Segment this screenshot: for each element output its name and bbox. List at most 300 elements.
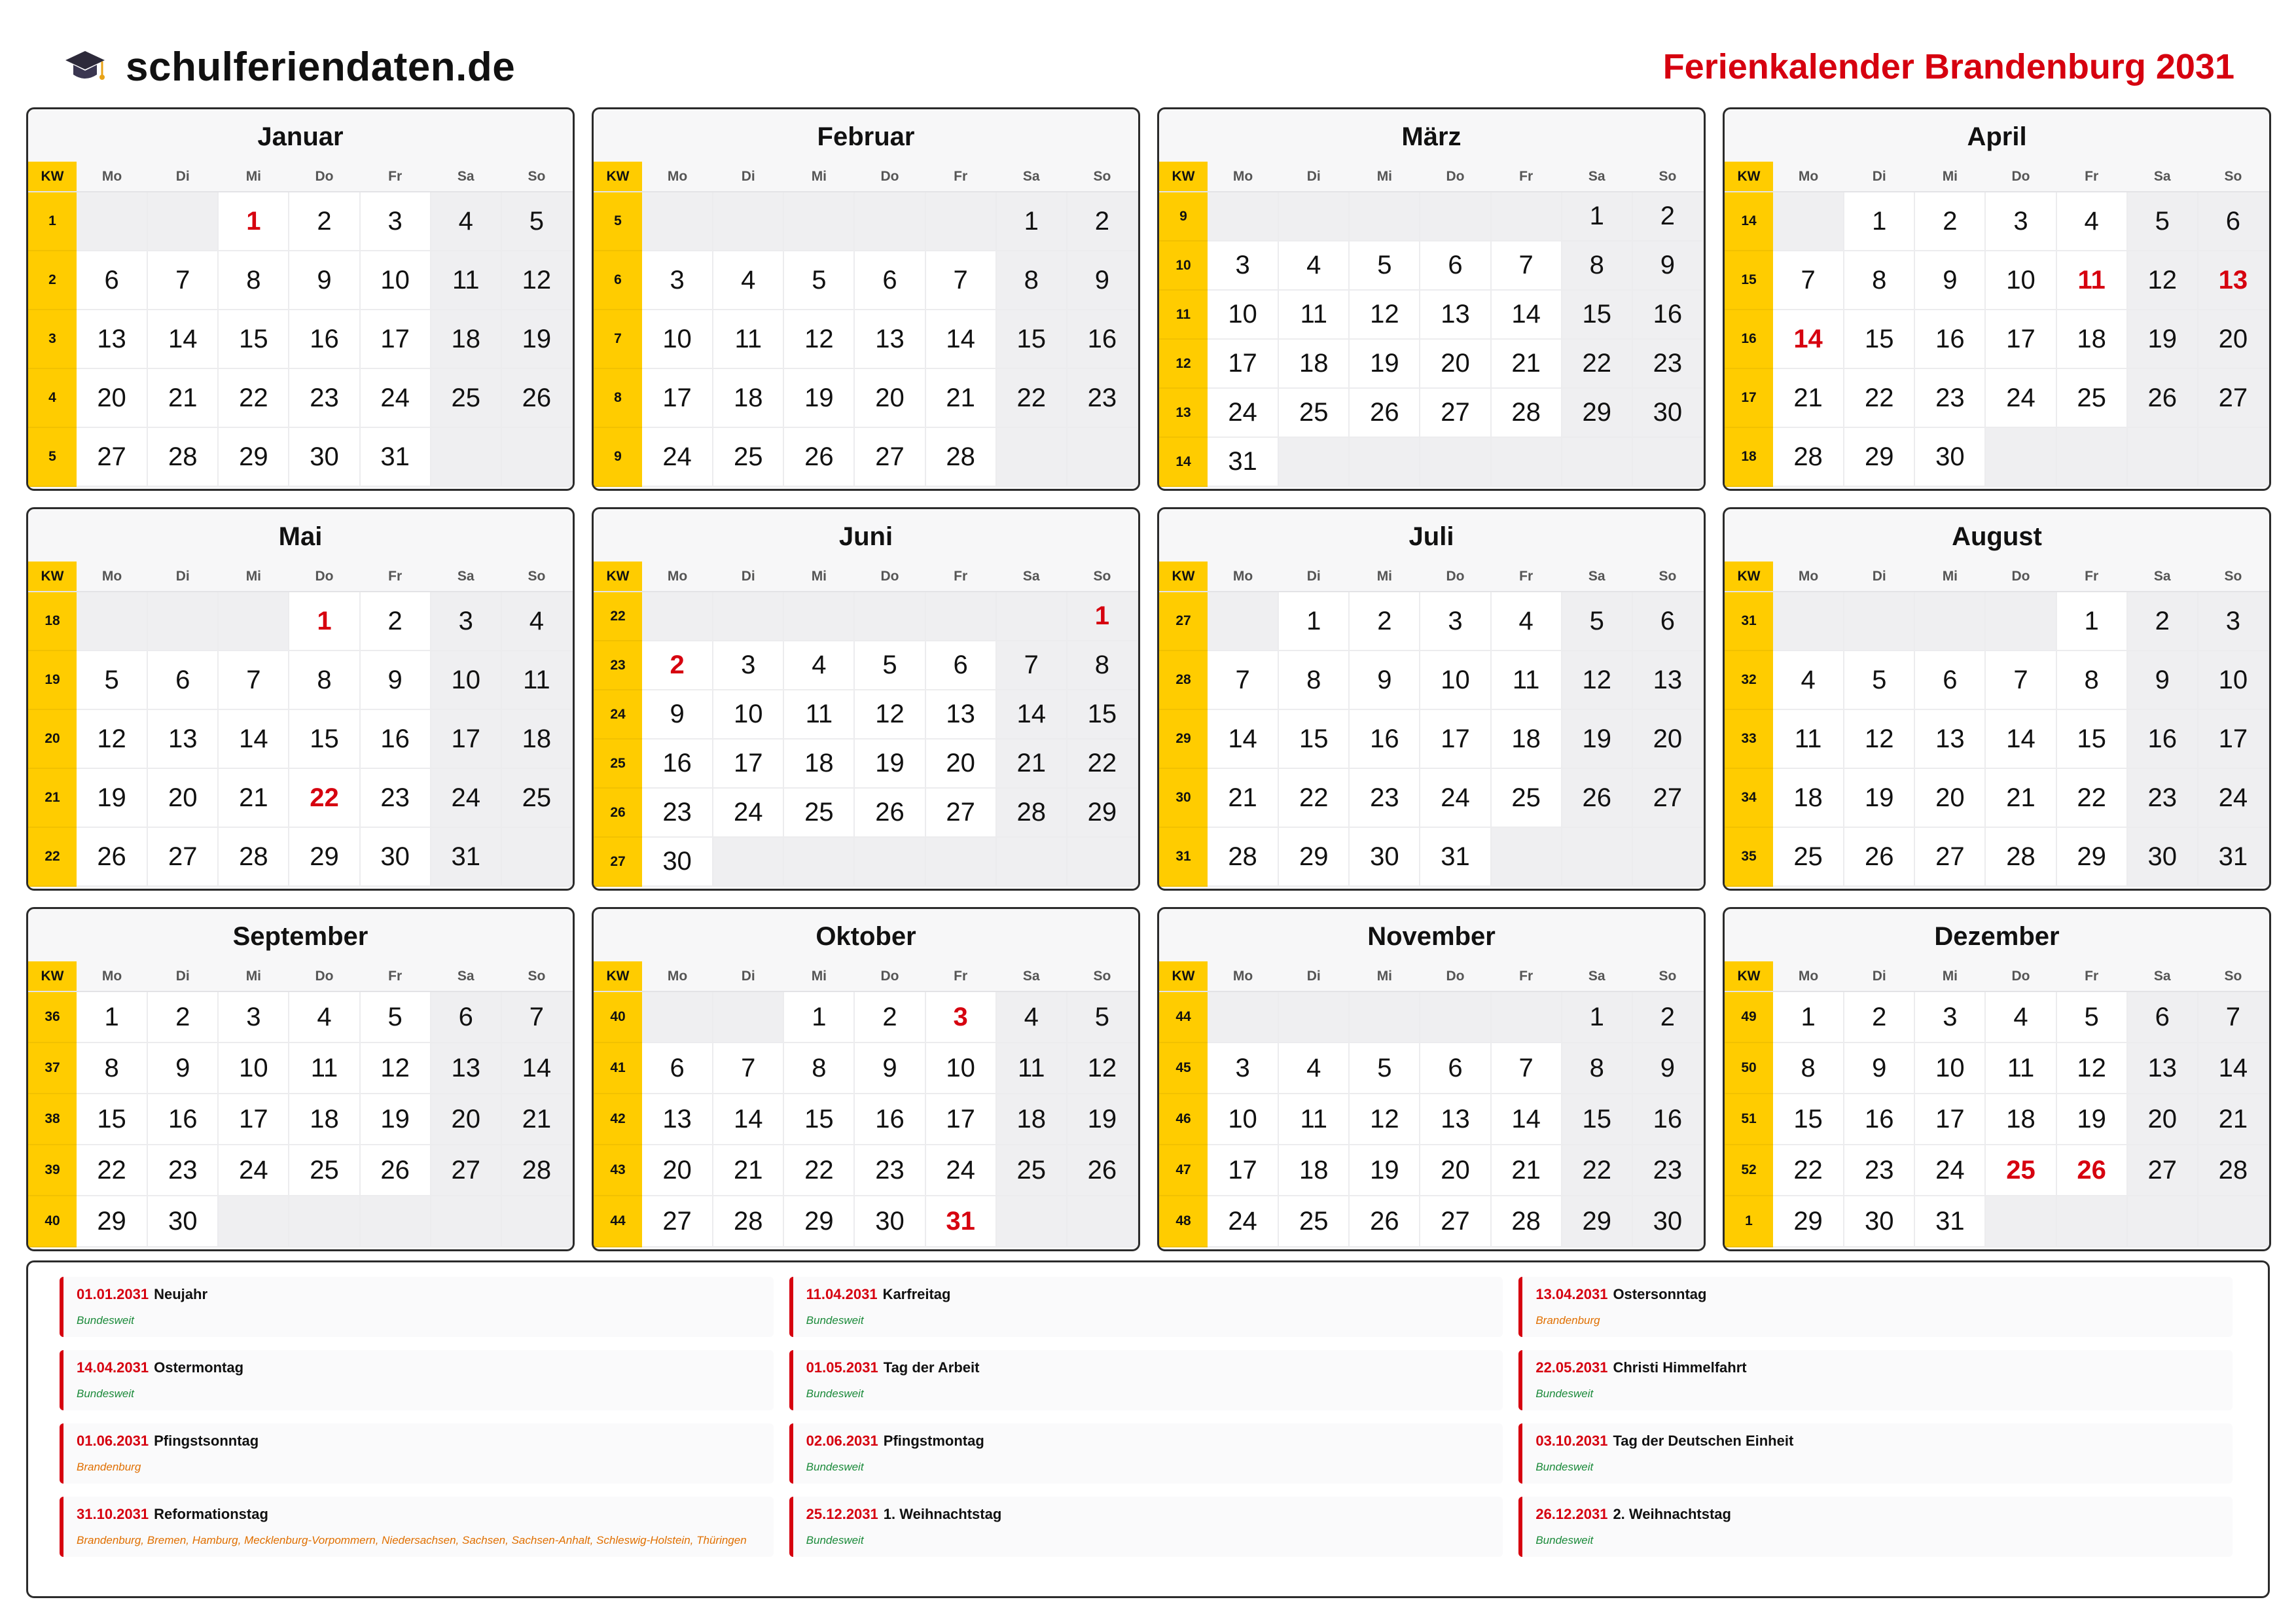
empty-day-cell [642,991,713,1043]
week-row [594,1094,1138,1145]
holiday-region: Bundesweit [806,1461,864,1473]
day-cell: 24 [713,788,783,837]
week-row [28,1145,572,1196]
day-cell: 11 [501,651,572,709]
day-cell: 10 [360,251,431,310]
week-number: 49 [1725,991,1773,1043]
holiday-entry [1518,1350,2233,1410]
empty-day-cell [1491,991,1562,1043]
day-cell: 7 [1208,651,1278,709]
day-cell: 12 [501,251,572,310]
day-cell: 14 [218,709,289,768]
day-cell: 17 [2198,709,2269,768]
weekday-header: So [1067,162,1138,192]
week-number: 10 [1159,241,1208,290]
holiday-name: 1. Weihnachtstag [883,1506,1002,1522]
holiday-entry [60,1350,774,1410]
day-cell: 2 [1914,192,1985,251]
day-cell: 19 [783,368,854,427]
holiday-day-cell: 1 [1067,592,1138,641]
day-cell: 12 [1067,1043,1138,1094]
day-cell: 12 [2056,1043,2127,1094]
holiday-region: Bundesweit [77,1387,134,1400]
holiday-date: 26.12.2031 [1535,1506,1608,1522]
week-row [1725,192,2269,251]
day-cell: 7 [925,251,996,310]
day-cell: 18 [996,1094,1067,1145]
day-cell: 16 [1914,310,1985,368]
week-row [1159,768,1703,827]
week-row [1725,709,2269,768]
month-name: Dezember [1934,922,2060,951]
day-cell: 20 [2198,310,2269,368]
day-cell: 17 [1420,709,1490,768]
day-cell: 7 [1491,1043,1562,1094]
day-cell: 21 [713,1145,783,1196]
day-cell: 3 [1208,241,1278,290]
day-cell: 19 [1067,1094,1138,1145]
weekday-header: Di [1278,562,1349,592]
day-cell: 30 [1632,1196,1703,1247]
day-cell: 6 [925,641,996,690]
empty-day-cell [1985,1196,2056,1247]
weekday-header: Sa [2127,162,2198,192]
day-cell: 23 [147,1145,218,1196]
holiday-heading [806,1359,1493,1376]
weekday-header: Do [289,562,359,592]
weekday-header: Di [1278,162,1349,192]
day-cell: 9 [147,1043,218,1094]
week-number: 27 [594,837,642,886]
weekday-header: Do [854,562,925,592]
day-cell: 27 [431,1145,501,1196]
day-cell: 23 [1632,339,1703,388]
weekday-header: Mo [77,961,147,991]
holiday-heading [77,1286,763,1303]
week-number: 47 [1159,1145,1208,1196]
week-row [28,368,572,427]
day-cell: 11 [1985,1043,2056,1094]
day-cell: 23 [289,368,359,427]
day-cell: 11 [1773,709,1844,768]
day-cell: 25 [2056,368,2127,427]
day-cell: 5 [1067,991,1138,1043]
week-row [1159,192,1703,241]
day-cell: 1 [1278,592,1349,651]
holiday-region: Bundesweit [77,1314,134,1327]
weekday-header: Di [713,961,783,991]
day-cell: 2 [1632,991,1703,1043]
month-calendar [26,507,575,891]
day-cell: 11 [431,251,501,310]
week-number: 1 [1725,1196,1773,1247]
day-cell: 3 [713,641,783,690]
week-number: 30 [1159,768,1208,827]
day-cell: 17 [1914,1094,1985,1145]
day-cell: 29 [1278,827,1349,886]
week-row [1725,310,2269,368]
month-name: Januar [257,122,344,151]
weekday-header: Sa [431,961,501,991]
week-row [594,991,1138,1043]
day-cell: 15 [1562,1094,1632,1145]
empty-day-cell [2056,427,2127,486]
week-row [28,827,572,886]
holiday-heading [806,1506,1493,1523]
day-cell: 26 [1844,827,1914,886]
week-row [28,991,572,1043]
day-cell: 4 [1278,1043,1349,1094]
holiday-day-cell: 3 [925,991,996,1043]
holiday-date: 31.10.2031 [77,1506,149,1522]
day-cell: 7 [1491,241,1562,290]
day-cell: 1 [783,991,854,1043]
day-cell: 8 [2056,651,2127,709]
week-row [1159,1145,1703,1196]
day-cell: 15 [77,1094,147,1145]
day-cell: 7 [1985,651,2056,709]
week-row [1725,368,2269,427]
day-cell: 23 [1914,368,1985,427]
day-cell: 10 [713,690,783,739]
day-cell: 24 [1208,388,1278,437]
weekday-header: Di [1844,562,1914,592]
week-number: 21 [28,768,77,827]
weekday-header: Do [1985,562,2056,592]
weekday-header: Mi [218,162,289,192]
weekday-header: Di [1844,162,1914,192]
holiday-day-cell: 22 [289,768,359,827]
day-cell: 21 [1773,368,1844,427]
day-cell: 26 [1349,388,1420,437]
week-row [1725,1196,2269,1247]
day-cell: 26 [1562,768,1632,827]
weekday-header: Do [289,162,359,192]
day-cell: 8 [289,651,359,709]
day-cell: 3 [218,991,289,1043]
day-cell: 28 [1491,1196,1562,1247]
day-cell: 11 [783,690,854,739]
week-number: 9 [594,427,642,486]
weekday-header: Di [147,961,218,991]
day-cell: 22 [1844,368,1914,427]
month-calendar [592,507,1140,891]
day-cell: 10 [431,651,501,709]
weekday-header: Sa [996,961,1067,991]
empty-day-cell [1349,437,1420,486]
day-cell: 26 [783,427,854,486]
day-cell: 1 [1562,192,1632,241]
empty-day-cell [1420,991,1490,1043]
week-number: 8 [594,368,642,427]
weekday-header: So [501,961,572,991]
weekday-header: So [2198,961,2269,991]
week-row [28,1196,572,1247]
day-cell: 9 [1632,241,1703,290]
day-cell: 4 [501,592,572,651]
holiday-date: 14.04.2031 [77,1359,149,1376]
weekday-header: So [1632,562,1703,592]
day-cell: 19 [1349,1145,1420,1196]
day-cell: 27 [1420,1196,1490,1247]
empty-day-cell [713,837,783,886]
month-calendar [1723,507,2271,891]
week-row [1725,651,2269,709]
week-row [594,1145,1138,1196]
week-number: 35 [1725,827,1773,886]
day-cell: 16 [1067,310,1138,368]
day-cell: 19 [1562,709,1632,768]
day-cell: 29 [1844,427,1914,486]
day-cell: 23 [1844,1145,1914,1196]
holiday-entry [1518,1277,2233,1337]
day-cell: 30 [147,1196,218,1247]
day-cell: 22 [1278,768,1349,827]
day-cell: 6 [2198,192,2269,251]
day-cell: 30 [854,1196,925,1247]
weekday-header: So [501,562,572,592]
day-cell: 27 [1914,827,1985,886]
day-cell: 7 [1773,251,1844,310]
day-cell: 13 [1420,290,1490,339]
day-cell: 10 [1208,290,1278,339]
weekday-header: Sa [996,562,1067,592]
day-cell: 6 [1914,651,1985,709]
empty-day-cell [925,837,996,886]
day-cell: 26 [2127,368,2198,427]
week-row [28,251,572,310]
day-cell: 10 [1208,1094,1278,1145]
day-cell: 21 [996,739,1067,788]
day-cell: 12 [854,690,925,739]
weekday-header: Sa [1562,961,1632,991]
month-name: Oktober [816,922,916,951]
day-cell: 14 [996,690,1067,739]
day-cell: 10 [1985,251,2056,310]
day-cell: 16 [289,310,359,368]
day-cell: 25 [996,1145,1067,1196]
day-cell: 2 [1067,192,1138,251]
week-row [594,739,1138,788]
day-cell: 3 [1985,192,2056,251]
day-cell: 18 [1985,1094,2056,1145]
empty-day-cell [1278,991,1349,1043]
day-cell: 4 [713,251,783,310]
day-cell: 18 [713,368,783,427]
empty-day-cell [1278,192,1349,241]
week-row [594,690,1138,739]
day-cell: 16 [1632,290,1703,339]
empty-day-cell [854,192,925,251]
day-cell: 22 [1562,339,1632,388]
day-cell: 15 [783,1094,854,1145]
day-cell: 25 [1773,827,1844,886]
empty-day-cell [925,592,996,641]
day-cell: 15 [1067,690,1138,739]
week-number: 14 [1159,437,1208,486]
day-cell: 15 [996,310,1067,368]
day-cell: 17 [1985,310,2056,368]
empty-day-cell [996,1196,1067,1247]
holiday-date: 13.04.2031 [1535,1286,1608,1302]
day-cell: 28 [2198,1145,2269,1196]
day-cell: 15 [1773,1094,1844,1145]
empty-day-cell [1491,437,1562,486]
day-cell: 12 [783,310,854,368]
day-cell: 6 [854,251,925,310]
week-row [28,651,572,709]
day-cell: 14 [925,310,996,368]
day-cell: 25 [1491,768,1562,827]
empty-day-cell [77,192,147,251]
empty-day-cell [713,192,783,251]
day-cell: 25 [1278,1196,1349,1247]
day-cell: 20 [1420,339,1490,388]
weekday-header: Do [1985,162,2056,192]
day-cell: 26 [1067,1145,1138,1196]
day-cell: 12 [1844,709,1914,768]
day-cell: 19 [2127,310,2198,368]
day-cell: 7 [147,251,218,310]
week-number-header: KW [28,162,77,192]
day-cell: 8 [1067,641,1138,690]
day-cell: 2 [1349,592,1420,651]
week-number: 52 [1725,1145,1773,1196]
weekday-header: Sa [2127,961,2198,991]
day-cell: 17 [925,1094,996,1145]
empty-day-cell [1844,592,1914,651]
day-cell: 7 [218,651,289,709]
empty-day-cell [1420,192,1490,241]
week-number-header: KW [28,562,77,592]
day-cell: 24 [2198,768,2269,827]
week-row [1725,592,2269,651]
holiday-date: 01.01.2031 [77,1286,149,1302]
week-row [594,251,1138,310]
empty-day-cell [642,192,713,251]
empty-day-cell [2198,1196,2269,1247]
day-cell: 9 [2127,651,2198,709]
weekday-header: So [2198,162,2269,192]
day-cell: 15 [2056,709,2127,768]
day-cell: 2 [289,192,359,251]
day-cell: 18 [1491,709,1562,768]
day-cell: 4 [996,991,1067,1043]
day-cell: 10 [1914,1043,1985,1094]
day-cell: 20 [147,768,218,827]
holiday-day-cell: 2 [642,641,713,690]
day-cell: 22 [1562,1145,1632,1196]
month-calendar [26,907,575,1251]
week-number: 5 [28,427,77,486]
day-cell: 4 [1773,651,1844,709]
day-cell: 28 [1773,427,1844,486]
day-cell: 17 [360,310,431,368]
day-cell: 27 [77,427,147,486]
day-cell: 19 [2056,1094,2127,1145]
holiday-name: Ostersonntag [1613,1286,1707,1302]
empty-day-cell [501,827,572,886]
weekday-header: Fr [1491,562,1562,592]
day-cell: 30 [1349,827,1420,886]
day-cell: 3 [431,592,501,651]
page-header [0,0,2296,105]
empty-day-cell [2198,427,2269,486]
holiday-entry [60,1423,774,1484]
weekday-header: Mi [218,961,289,991]
week-row [594,788,1138,837]
day-cell: 30 [642,837,713,886]
week-row [1159,1043,1703,1094]
weekday-header: Sa [1562,162,1632,192]
month-name: April [1967,122,2027,151]
day-cell: 6 [1420,241,1490,290]
day-cell: 13 [147,709,218,768]
week-number: 32 [1725,651,1773,709]
day-cell: 28 [713,1196,783,1247]
day-cell: 18 [289,1094,359,1145]
week-number: 3 [28,310,77,368]
day-cell: 20 [1420,1145,1490,1196]
day-cell: 8 [1773,1043,1844,1094]
day-cell: 27 [147,827,218,886]
day-cell: 28 [1208,827,1278,886]
week-number: 31 [1159,827,1208,886]
week-number-header: KW [1725,961,1773,991]
empty-day-cell [289,1196,359,1247]
weekday-header: Do [854,961,925,991]
day-cell: 14 [1491,1094,1562,1145]
week-number-header: KW [1159,162,1208,192]
weekday-header: Mo [1208,961,1278,991]
weekday-header: Do [1420,562,1490,592]
holiday-region: Brandenburg, Bremen, Hamburg, Mecklenburg-Vorpommern, Niedersachsen, Sachsen, Sachsen-Anhalt, Schleswig-Holstein, Thüringen [77,1534,747,1546]
day-cell: 16 [1632,1094,1703,1145]
day-cell: 18 [1773,768,1844,827]
holiday-region: Bundesweit [806,1314,864,1327]
day-cell: 6 [431,991,501,1043]
day-cell: 20 [77,368,147,427]
month-name: November [1367,922,1496,951]
weekday-header: Fr [1491,961,1562,991]
holiday-name: Ostermontag [154,1359,244,1376]
week-row [594,641,1138,690]
day-cell: 31 [1208,437,1278,486]
week-number: 44 [594,1196,642,1247]
week-number-header: KW [1159,961,1208,991]
holiday-entry [60,1277,774,1337]
day-cell: 25 [713,427,783,486]
weekday-header: Mo [1773,562,1844,592]
empty-day-cell [1773,192,1844,251]
holiday-name: Karfreitag [882,1286,951,1302]
weekday-header: Do [289,961,359,991]
day-cell: 28 [147,427,218,486]
day-cell: 10 [218,1043,289,1094]
week-row [1725,1145,2269,1196]
holiday-entry [789,1497,1503,1557]
day-cell: 13 [1632,651,1703,709]
month-calendar [1723,907,2271,1251]
day-cell: 14 [1491,290,1562,339]
day-cell: 12 [1349,1094,1420,1145]
day-cell: 5 [2056,991,2127,1043]
brand[interactable] [64,41,515,93]
weekday-header: Mo [1773,162,1844,192]
day-cell: 5 [1844,651,1914,709]
weekday-header: So [1067,961,1138,991]
day-cell: 2 [360,592,431,651]
